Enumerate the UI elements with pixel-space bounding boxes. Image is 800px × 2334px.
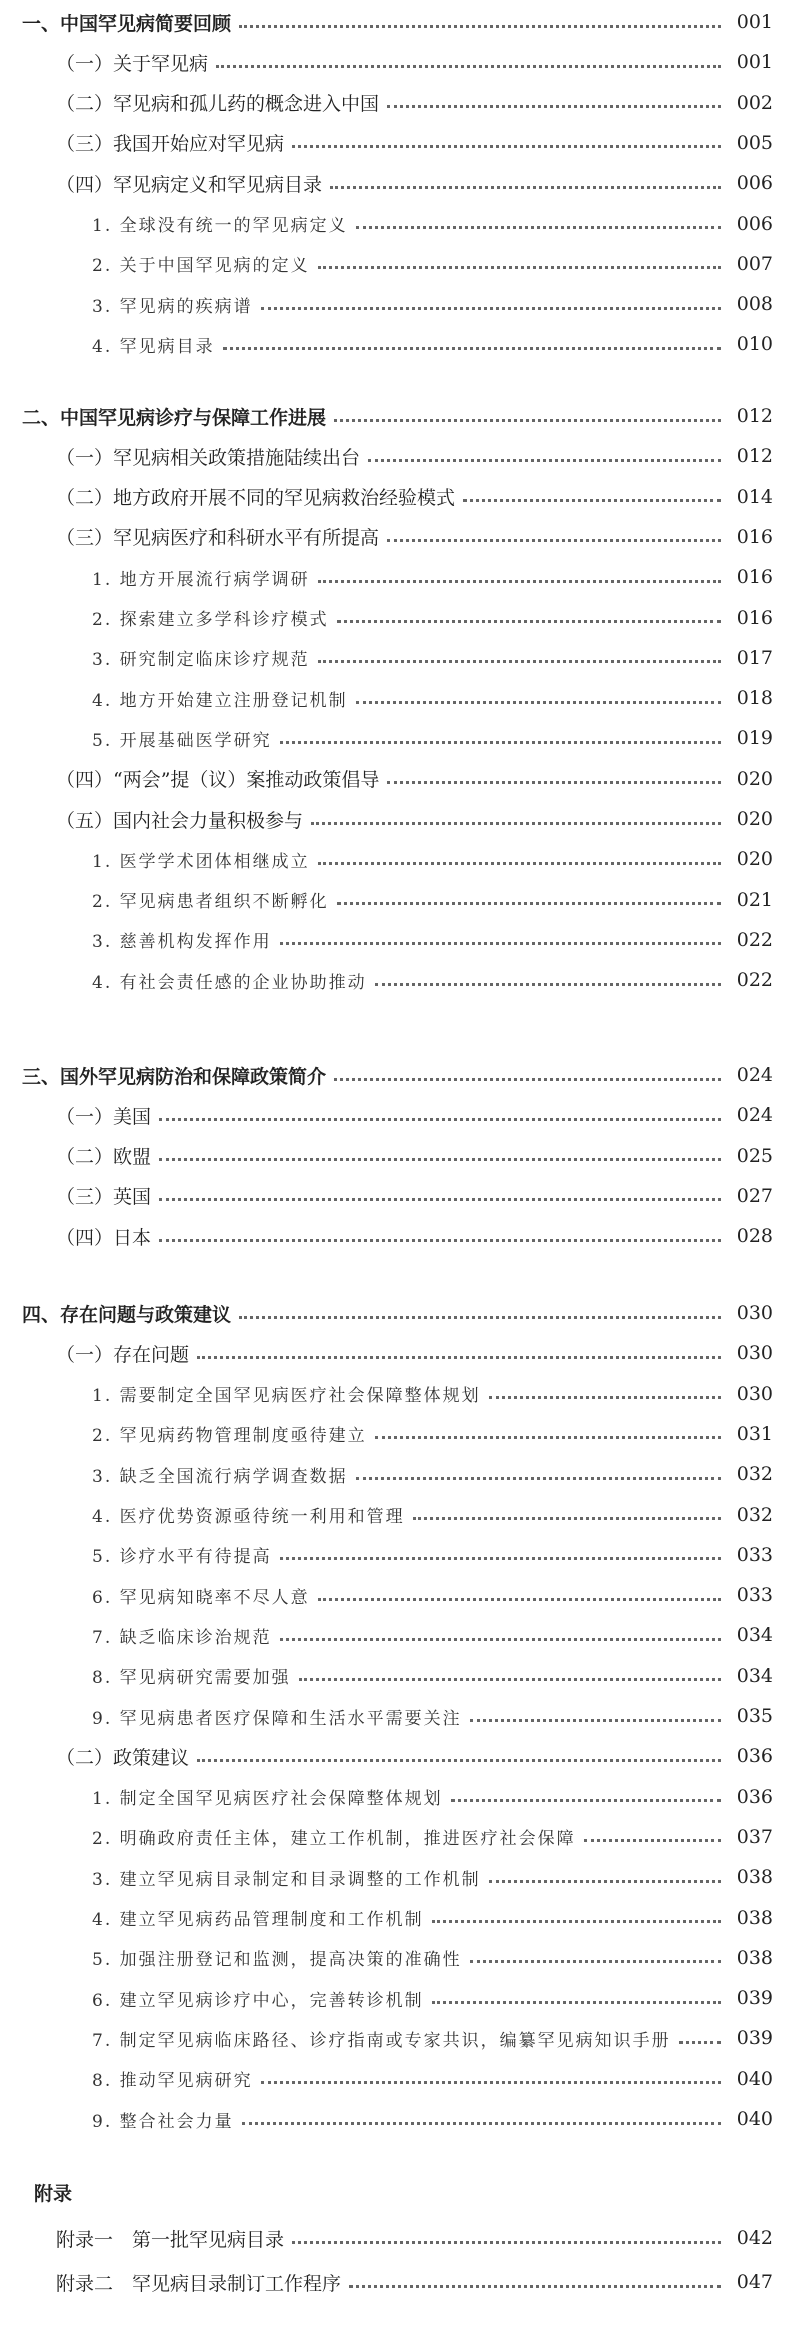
toc-page-number: 014 <box>736 485 773 508</box>
toc-entry[interactable] <box>0 477 800 517</box>
dot-leader <box>349 2285 721 2288</box>
toc-page-number: 001 <box>736 51 773 74</box>
dot-leader <box>387 781 721 784</box>
toc-page-number: 036 <box>736 1745 773 1768</box>
toc-page-number: 022 <box>736 928 773 951</box>
dot-leader <box>318 266 721 269</box>
toc-entry-title: 2. 明确政府责任主体，建立工作机制，推进医疗社会保障 <box>92 1824 582 1849</box>
toc-entry-title: 3. 慈善机构发挥作用 <box>92 927 278 952</box>
dot-leader <box>292 145 721 148</box>
dot-leader <box>197 1759 721 1762</box>
toc-page-number: 039 <box>736 2027 773 2050</box>
toc-page-number: 001 <box>736 11 773 33</box>
dot-leader <box>292 2241 721 2244</box>
dot-leader <box>159 1198 721 1201</box>
toc-entry[interactable] <box>0 1978 800 2018</box>
toc-entry-title: （一）美国 <box>56 1102 157 1129</box>
toc-entry-title: 二、中国罕见病诊疗与保障工作进展 <box>22 403 332 430</box>
toc-entry-title: 附录一 第一批罕见病目录 <box>56 2225 290 2252</box>
toc-entry-title: （五）国内社会力量积极参与 <box>56 806 309 833</box>
dot-leader <box>318 580 721 583</box>
toc-entry-title: 2. 罕见病药物管理制度亟待建立 <box>92 1421 373 1446</box>
toc-entry[interactable] <box>0 396 800 436</box>
dot-leader <box>239 25 721 28</box>
dot-leader <box>368 459 721 462</box>
toc-entry[interactable] <box>0 1817 800 1857</box>
toc-entry-title: 4. 建立罕见病药品管理制度和工作机制 <box>92 1905 430 1930</box>
toc-entry[interactable] <box>0 1095 800 1135</box>
dot-leader <box>334 1078 721 1081</box>
toc-entry[interactable] <box>0 2 800 42</box>
dot-leader <box>584 1839 721 1842</box>
toc-entry[interactable] <box>0 2018 800 2058</box>
toc-page-number: 047 <box>736 2271 773 2293</box>
toc-page-number: 020 <box>736 767 773 790</box>
toc-page-number: 010 <box>736 333 773 356</box>
toc-entry[interactable] <box>0 123 800 163</box>
dot-leader <box>451 1799 721 1802</box>
toc-page-number: 034 <box>736 1624 773 1647</box>
toc-entry[interactable] <box>0 1777 800 1817</box>
dot-leader <box>356 1477 721 1480</box>
toc-page-number: 038 <box>736 1866 773 1889</box>
toc-entry[interactable] <box>0 920 800 960</box>
toc-entry[interactable] <box>0 1216 800 1256</box>
toc-entry-title: 7. 缺乏临床诊治规范 <box>92 1623 278 1648</box>
toc-page-number: 021 <box>736 888 773 911</box>
toc-entry-title: 一、中国罕见病简要回顾 <box>22 9 237 36</box>
toc-page-number: 037 <box>736 1825 773 1848</box>
toc-page-number: 035 <box>736 1705 773 1727</box>
toc-entry-title: （三）我国开始应对罕见病 <box>56 129 290 156</box>
dot-leader <box>330 186 721 189</box>
toc-page-number: 022 <box>736 969 773 992</box>
dot-leader <box>311 822 721 825</box>
toc-entry-title: （四）“两会”提（议）案推动政策倡导 <box>56 765 385 792</box>
toc-entry[interactable] <box>0 1055 800 1095</box>
dot-leader <box>280 1638 721 1641</box>
toc-entry-title: （二）罕见病和孤儿药的概念进入中国 <box>56 89 385 116</box>
toc-entry-title: 4. 医疗优势资源亟待统一利用和管理 <box>92 1502 411 1527</box>
toc-page-number: 007 <box>736 252 773 275</box>
toc-entry[interactable] <box>0 1535 800 1575</box>
toc-entry[interactable] <box>0 163 800 203</box>
toc-page-number: 042 <box>736 2227 773 2249</box>
dot-leader <box>159 1239 721 1242</box>
toc-entry[interactable] <box>0 1615 800 1655</box>
toc-entry[interactable] <box>0 1656 800 1696</box>
toc-page-number: 030 <box>736 1302 773 1324</box>
toc-entry[interactable] <box>0 284 800 324</box>
toc-page-number: 019 <box>736 727 773 750</box>
dot-leader <box>356 226 721 229</box>
toc-entry-title: 附录二 罕见病目录制订工作程序 <box>56 2269 347 2296</box>
toc-page-number: 027 <box>736 1184 773 1207</box>
toc-entry[interactable] <box>0 718 800 758</box>
toc-entry-title: 3. 研究制定临床诊疗规范 <box>92 645 316 670</box>
dot-leader <box>197 1356 721 1359</box>
toc-page-number: 036 <box>736 1785 773 1808</box>
toc-entry[interactable] <box>0 839 800 879</box>
dot-leader <box>432 2001 721 2004</box>
toc-entry[interactable] <box>0 83 800 123</box>
toc-entry-title: 1. 制定全国罕见病医疗社会保障整体规划 <box>92 1784 449 1809</box>
toc-page-number: 038 <box>736 1946 773 1969</box>
dot-leader <box>216 65 721 68</box>
toc-page-number: 008 <box>736 293 773 316</box>
toc-entry[interactable] <box>0 1374 800 1414</box>
toc-entry-title: （三）罕见病医疗和科研水平有所提高 <box>56 523 385 550</box>
toc-entry-title: （一）关于罕见病 <box>56 49 214 76</box>
toc-entry-title: （一）存在问题 <box>56 1340 195 1367</box>
dot-leader <box>280 942 721 945</box>
toc-page-number: 024 <box>736 1064 773 1086</box>
toc-entry-title: 3. 建立罕见病目录制定和目录调整的工作机制 <box>92 1865 487 1890</box>
appendix-heading: 附录 <box>34 2182 73 2205</box>
dot-leader <box>299 1678 721 1681</box>
toc-page-number: 006 <box>736 172 773 195</box>
toc-page-number: 038 <box>736 1906 773 1929</box>
dot-leader <box>239 1316 721 1319</box>
toc-page-number: 025 <box>736 1144 773 1167</box>
dot-leader <box>261 2081 721 2084</box>
dot-leader <box>318 1598 721 1601</box>
toc-entry[interactable] <box>0 1938 800 1978</box>
toc-entry[interactable] <box>0 2218 800 2258</box>
toc-entry[interactable] <box>0 204 800 244</box>
toc-entry[interactable] <box>0 1696 800 1736</box>
toc-entry[interactable] <box>0 1495 800 1535</box>
toc-entry-title: 8. 推动罕见病研究 <box>92 2066 259 2091</box>
toc-page-number: 033 <box>736 1543 773 1566</box>
toc-page-number: 006 <box>736 212 773 235</box>
toc-entry-title: 6. 建立罕见病诊疗中心，完善转诊机制 <box>92 1986 430 2011</box>
toc-entry[interactable] <box>0 557 800 597</box>
toc-entry-title: 7. 制定罕见病临床路径、诊疗指南或专家共识，编纂罕见病知识手册 <box>92 2026 677 2051</box>
dot-leader <box>337 902 721 905</box>
toc-entry-title: 三、国外罕见病防治和保障政策简介 <box>22 1062 332 1089</box>
toc-entry[interactable] <box>0 1736 800 1776</box>
toc-page-number: 020 <box>736 808 773 830</box>
toc-entry[interactable] <box>0 1293 800 1333</box>
toc-entry-title: （四）罕见病定义和罕见病目录 <box>56 170 328 197</box>
toc-entry[interactable] <box>0 42 800 82</box>
toc-page-number: 016 <box>736 606 773 629</box>
toc-entry[interactable] <box>0 1898 800 1938</box>
dot-leader <box>387 105 721 108</box>
toc-entry[interactable] <box>0 517 800 557</box>
dot-leader <box>337 620 721 623</box>
dot-leader <box>159 1158 721 1161</box>
dot-leader <box>463 499 721 502</box>
toc-entry[interactable] <box>0 2099 800 2139</box>
toc-entry-title: 5. 诊疗水平有待提高 <box>92 1542 278 1567</box>
toc-entry-title: 4. 地方开始建立注册登记机制 <box>92 686 354 711</box>
dot-leader <box>375 983 721 986</box>
toc-page-number: 030 <box>736 1382 773 1405</box>
toc-entry-title: 1. 全球没有统一的罕见病定义 <box>92 211 354 236</box>
toc-entry[interactable] <box>0 2059 800 2099</box>
toc-entry-title: 2. 关于中国罕见病的定义 <box>92 251 316 276</box>
toc-entry-title: 4. 罕见病目录 <box>92 332 221 357</box>
toc-entry[interactable] <box>0 1414 800 1454</box>
toc-entry[interactable] <box>0 1575 800 1615</box>
toc-entry-title: 2. 探索建立多学科诊疗模式 <box>92 605 335 630</box>
toc-page-number: 016 <box>736 525 773 548</box>
toc-entry[interactable] <box>0 598 800 638</box>
toc-page-number: 040 <box>736 2067 773 2090</box>
dot-leader <box>159 1118 721 1121</box>
toc-page-number: 033 <box>736 1584 773 1607</box>
toc-entry[interactable] <box>0 678 800 718</box>
toc-entry[interactable] <box>0 799 800 839</box>
dot-leader <box>470 1960 721 1963</box>
dot-leader <box>432 1920 721 1923</box>
toc-entry[interactable] <box>0 436 800 476</box>
dot-leader <box>375 1436 721 1439</box>
dot-leader <box>387 539 721 542</box>
dot-leader <box>318 862 721 865</box>
toc-entry[interactable] <box>0 1176 800 1216</box>
toc-entry[interactable] <box>0 759 800 799</box>
toc-page-number: 039 <box>736 1987 773 2010</box>
toc-entry-title: （二）欧盟 <box>56 1142 157 1169</box>
toc-entry-title: （二）政策建议 <box>56 1743 195 1770</box>
dot-leader <box>413 1517 721 1520</box>
toc-entry[interactable] <box>0 1136 800 1176</box>
toc-page-number: 040 <box>736 2108 773 2130</box>
dot-leader <box>679 2041 721 2044</box>
toc-entry-title: 5. 加强注册登记和监测，提高决策的准确性 <box>92 1945 468 1970</box>
toc-entry-title: （一）罕见病相关政策措施陆续出台 <box>56 443 366 470</box>
toc-entry-title: （四）日本 <box>56 1223 157 1250</box>
toc-entry-title: 3. 缺乏全国流行病学调查数据 <box>92 1462 354 1487</box>
toc-entry-title: 8. 罕见病研究需要加强 <box>92 1663 297 1688</box>
toc-entry[interactable] <box>0 960 800 1000</box>
toc-page-number: 002 <box>736 91 773 114</box>
toc-page-number: 032 <box>736 1463 773 1486</box>
toc-page-number: 034 <box>736 1664 773 1687</box>
toc-page-number: 031 <box>736 1422 773 1445</box>
toc-entry[interactable] <box>0 1454 800 1494</box>
dot-leader <box>356 701 721 704</box>
toc-entry-title: 9. 罕见病患者医疗保障和生活水平需要关注 <box>92 1704 468 1729</box>
toc-page-number: 005 <box>736 131 773 154</box>
dot-leader <box>280 741 721 744</box>
toc-entry-title: 9. 整合社会力量 <box>92 2107 240 2132</box>
toc-entry-title: 4. 有社会责任感的企业协助推动 <box>92 968 373 993</box>
toc-page-number: 012 <box>736 405 773 427</box>
dot-leader <box>261 307 721 310</box>
toc-entry[interactable] <box>0 244 800 284</box>
toc-page-number: 012 <box>736 445 773 468</box>
dot-leader <box>334 419 721 422</box>
toc-page-number: 017 <box>736 646 773 669</box>
toc-entry[interactable] <box>0 324 800 364</box>
toc-entry[interactable] <box>0 638 800 678</box>
toc-page-number: 032 <box>736 1503 773 1526</box>
toc-entry[interactable] <box>0 880 800 920</box>
toc-page-number: 016 <box>736 566 773 589</box>
dot-leader <box>470 1719 721 1722</box>
toc-page-number: 020 <box>736 848 773 871</box>
toc-page-number: 028 <box>736 1225 773 1248</box>
toc-entry[interactable] <box>0 2262 800 2302</box>
toc-entry-title: （三）英国 <box>56 1182 157 1209</box>
toc-entry-title: 5. 开展基础医学研究 <box>92 726 278 751</box>
toc-entry-title: 2. 罕见病患者组织不断孵化 <box>92 887 335 912</box>
dot-leader <box>489 1396 721 1399</box>
dot-leader <box>242 2122 721 2125</box>
dot-leader <box>318 660 721 663</box>
toc-entry-title: 3. 罕见病的疾病谱 <box>92 292 259 317</box>
dot-leader <box>280 1557 721 1560</box>
dot-leader <box>489 1880 721 1883</box>
toc-entry-title: 1. 地方开展流行病学调研 <box>92 565 316 590</box>
toc-entry[interactable] <box>0 1857 800 1897</box>
toc-page-number: 024 <box>736 1104 773 1127</box>
toc-entry-title: 1. 医学学术团体相继成立 <box>92 847 316 872</box>
toc-entry-title: （二）地方政府开展不同的罕见病救治经验模式 <box>56 483 461 510</box>
toc-entry-title: 四、存在问题与政策建议 <box>22 1300 237 1327</box>
toc-entry-title: 1. 需要制定全国罕见病医疗社会保障整体规划 <box>92 1381 487 1406</box>
toc-entry[interactable] <box>0 1333 800 1373</box>
toc-page-number: 030 <box>736 1342 773 1365</box>
dot-leader <box>223 347 721 350</box>
toc-page-number: 018 <box>736 687 773 710</box>
toc-entry-title: 6. 罕见病知晓率不尽人意 <box>92 1583 316 1608</box>
